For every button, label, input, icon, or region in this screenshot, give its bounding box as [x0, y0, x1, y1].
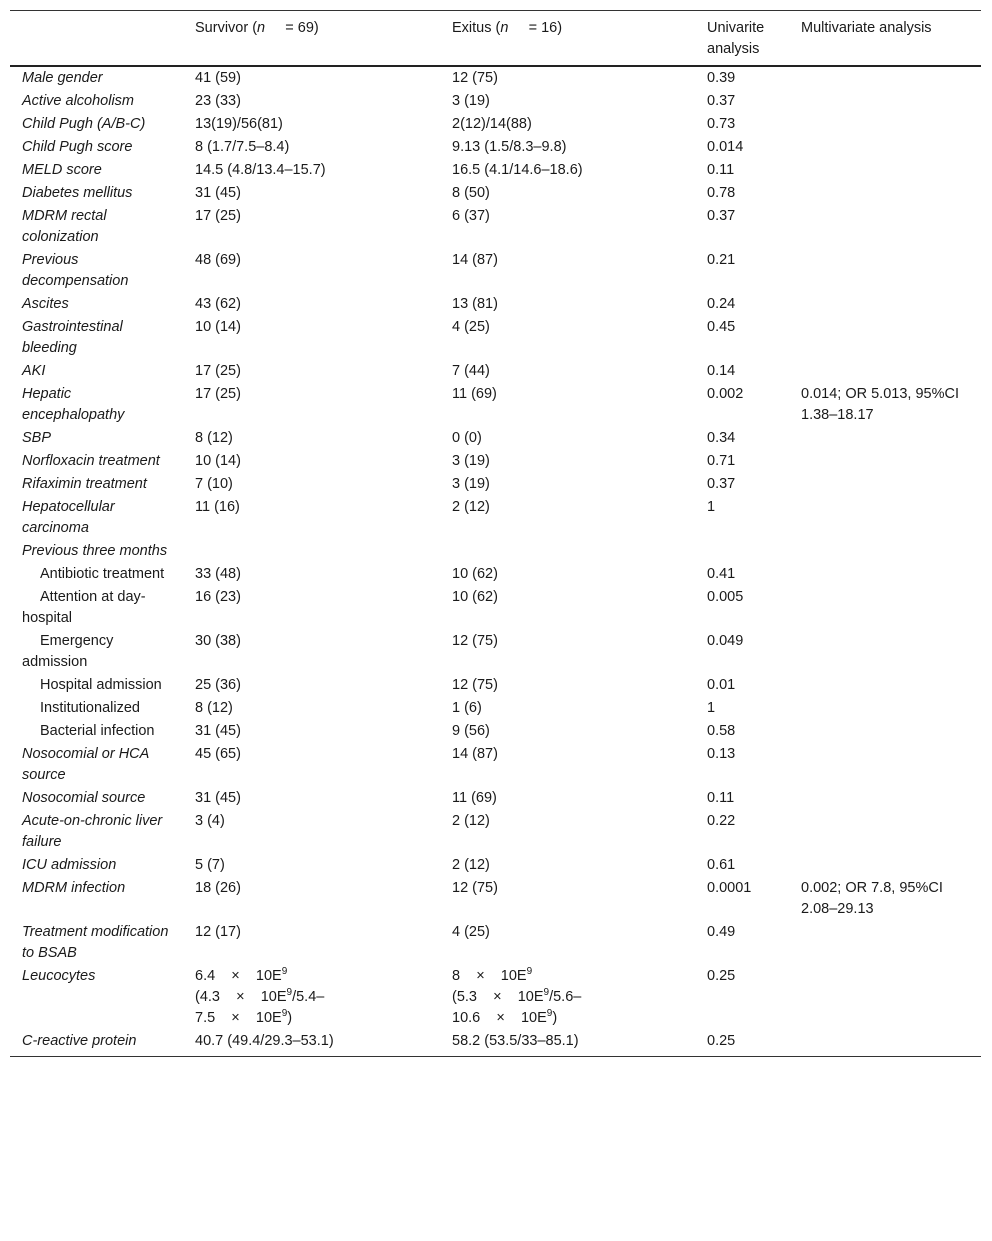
cell-multivariate — [789, 697, 981, 720]
row-label — [10, 316, 183, 360]
row-label — [10, 743, 183, 787]
cell-univariate: 0.39 — [707, 70, 736, 86]
row-label-text: Hospital admission — [40, 677, 162, 693]
cell-survivor: 45 (65) — [195, 746, 241, 762]
table-row — [10, 854, 981, 877]
row-label — [10, 159, 183, 182]
cell-exitus: 10 (62) — [452, 566, 498, 582]
cell-exitus: 12 (75) — [452, 70, 498, 86]
row-label-text: Child Pugh (A/B-C) — [22, 116, 146, 132]
header-survivor-count: = 69) — [285, 20, 319, 36]
cell-survivor: 10 (14) — [195, 453, 241, 469]
cell-exitus: 12 (75) — [452, 677, 498, 693]
table-row — [10, 473, 981, 496]
cell-survivor: 31 (45) — [195, 790, 241, 806]
cell-multivariate — [789, 473, 981, 496]
cell-univariate: 0.14 — [707, 363, 736, 379]
cell-multivariate — [789, 674, 981, 697]
cell-univariate: 0.005 — [707, 589, 744, 605]
cell-exitus: 14 (87) — [452, 252, 498, 268]
cell-univariate: 0.41 — [707, 566, 736, 582]
cell-exitus: 11 (69) — [452, 386, 497, 402]
cell-multivariate — [789, 90, 981, 113]
table-row — [10, 316, 981, 360]
row-label-text: Institutionalized — [40, 700, 140, 716]
cell-multivariate — [789, 1030, 981, 1057]
cell-exitus: 1 (6) — [452, 700, 482, 716]
table-row-leucocytes — [10, 965, 981, 1030]
section-row — [10, 540, 981, 563]
row-label — [10, 720, 183, 743]
table-body — [10, 66, 981, 1057]
row-label-text: MELD score — [22, 162, 102, 178]
cell-survivor: 31 (45) — [195, 723, 241, 739]
cell-univariate: 0.58 — [707, 723, 736, 739]
cell-multivariate — [789, 427, 981, 450]
cell-exitus-leucocytes: 8 × $10E^9$ (5.3 × $10E^9/5.6-$ 10.6 × $10E^9$) — [452, 966, 582, 1026]
cell-survivor: 7 (10) — [195, 476, 233, 492]
cell-exitus: 2 (12) — [452, 499, 490, 515]
cell-survivor: 10 (14) — [195, 319, 241, 335]
cell-survivor: 25 (36) — [195, 677, 241, 693]
cell-univariate: 0.002 — [707, 386, 744, 402]
cell-multivariate — [789, 205, 981, 249]
table-row — [10, 720, 981, 743]
cell-survivor: 8 (12) — [195, 700, 233, 716]
header-multivariate: Multivariate analysis — [801, 20, 932, 36]
cell-univariate: 0.78 — [707, 185, 736, 201]
table-row — [10, 90, 981, 113]
cell-univariate: 0.73 — [707, 116, 736, 132]
cell-multivariate — [789, 66, 981, 90]
table-row — [10, 66, 981, 90]
cell-univariate: 0.0001 — [707, 880, 752, 896]
row-label-text: Antibiotic treatment — [40, 566, 165, 582]
cell-univariate: 1 — [707, 700, 716, 716]
row-label — [10, 383, 183, 427]
cell-univariate: 0.25 — [707, 1033, 736, 1049]
row-label-text: MDRM rectal colonization — [22, 208, 107, 245]
table-row — [10, 877, 981, 921]
row-label — [10, 360, 183, 383]
cell-survivor: 33 (48) — [195, 566, 241, 582]
header-survivor — [183, 11, 440, 67]
row-label — [10, 674, 183, 697]
cell-univariate: 0.71 — [707, 453, 736, 469]
cell-exitus: 10 (62) — [452, 589, 498, 605]
cell-exitus: 16.5 (4.1/14.6–18.6) — [452, 162, 583, 178]
table-row — [10, 249, 981, 293]
row-label-text: Treatment modification to BSAB — [22, 924, 169, 961]
row-label — [10, 427, 183, 450]
row-label — [10, 921, 183, 965]
cell-multivariate — [789, 810, 981, 854]
cell-multivariate — [789, 182, 981, 205]
cell-exitus: 2 (12) — [452, 857, 490, 873]
cell-multivariate — [789, 316, 981, 360]
cell-survivor: 18 (26) — [195, 880, 241, 896]
cell-multivariate — [789, 720, 981, 743]
row-label-text: Ascites — [22, 296, 69, 312]
cell-survivor: 30 (38) — [195, 633, 241, 649]
row-label-text: Acute-on-chronic liver failure — [22, 813, 163, 850]
row-label-text: Nosocomial or HCA source — [22, 746, 149, 783]
table-row — [10, 182, 981, 205]
cell-univariate: 0.25 — [707, 968, 736, 984]
cell-univariate: 1 — [707, 499, 716, 515]
cell-survivor: 16 (23) — [195, 589, 241, 605]
row-label-text: AKI — [22, 363, 46, 379]
row-label-text: Gastrointestinal bleeding — [22, 319, 123, 356]
row-label-text: Hepatocellular carcinoma — [22, 499, 115, 536]
row-label-text: Rifaximin treatment — [22, 476, 147, 492]
cell-univariate: 0.11 — [707, 162, 735, 178]
cell-multivariate — [789, 965, 981, 1030]
row-label — [10, 496, 183, 540]
cell-univariate: 0.01 — [707, 677, 736, 693]
row-label — [10, 182, 183, 205]
cell-survivor: 14.5 (4.8/13.4–15.7) — [195, 162, 326, 178]
cell-exitus: 6 (37) — [452, 208, 490, 224]
table-row — [10, 630, 981, 674]
row-label-text: Diabetes mellitus — [22, 185, 133, 201]
row-label — [10, 205, 183, 249]
cell-univariate: 0.37 — [707, 208, 736, 224]
row-label-text: ICU admission — [22, 857, 117, 873]
row-label — [10, 450, 183, 473]
row-label — [10, 586, 183, 630]
row-label — [10, 563, 183, 586]
cell-multivariate — [789, 159, 981, 182]
row-label — [10, 293, 183, 316]
table-row — [10, 159, 981, 182]
cell-univariate: 0.49 — [707, 924, 736, 940]
cell-multivariate — [789, 586, 981, 630]
table-row — [10, 810, 981, 854]
row-label: C-reactive protein — [22, 1033, 137, 1049]
cell-exitus: 14 (87) — [452, 746, 498, 762]
header-row — [10, 11, 981, 67]
cell-survivor: 31 (45) — [195, 185, 241, 201]
row-label-text: Bacterial infection — [40, 723, 155, 739]
table-row — [10, 921, 981, 965]
row-label-text: Active alcoholism — [22, 93, 135, 109]
cell-survivor: 40.7 (49.4/29.3–53.1) — [195, 1033, 334, 1049]
section-title: Previous three months — [22, 543, 168, 559]
row-label — [10, 787, 183, 810]
table-row — [10, 563, 981, 586]
cell-exitus: 3 (19) — [452, 453, 490, 469]
cell-survivor: 13(19)/56(81) — [195, 116, 283, 132]
header-exitus-count: = 16) — [528, 20, 563, 36]
table-row — [10, 427, 981, 450]
row-label-text: Previous decompensation — [22, 252, 129, 289]
cell-multivariate — [789, 630, 981, 674]
row-label — [10, 90, 183, 113]
table-row — [10, 136, 981, 159]
cell-multivariate — [789, 450, 981, 473]
cell-survivor: 48 (69) — [195, 252, 241, 268]
row-label-text: Nosocomial source — [22, 790, 146, 806]
cell-exitus: 2 (12) — [452, 813, 490, 829]
table-row — [10, 787, 981, 810]
row-label-text: Child Pugh score — [22, 139, 133, 155]
row-label-text: Male gender — [22, 70, 103, 86]
cell-survivor: 43 (62) — [195, 296, 241, 312]
table-row — [10, 586, 981, 630]
cell-univariate: 0.21 — [707, 252, 736, 268]
cell-multivariate — [789, 854, 981, 877]
cell-survivor: 41 (59) — [195, 70, 241, 86]
cell-survivor: 17 (25) — [195, 386, 241, 402]
header-survivor-n: n — [257, 20, 266, 36]
cell-multivariate — [789, 113, 981, 136]
cell-univariate: 0.22 — [707, 813, 736, 829]
cell-univariate: 0.61 — [707, 857, 736, 873]
row-label — [10, 630, 183, 674]
row-label-text: Hepatic encephalopathy — [22, 386, 125, 423]
cell-multivariate — [789, 496, 981, 540]
cell-exitus: 9.13 (1.5/8.3–9.8) — [452, 139, 567, 155]
header-exitus-prefix: Exitus ( — [452, 20, 501, 36]
cell-univariate: 0.13 — [707, 746, 736, 762]
row-label — [10, 810, 183, 854]
row-label-text: Emergency admission — [22, 633, 114, 670]
table-row — [10, 496, 981, 540]
row-label — [10, 473, 183, 496]
cell-multivariate — [789, 787, 981, 810]
cell-multivariate — [789, 293, 981, 316]
cell-survivor: 3 (4) — [195, 813, 225, 829]
cell-survivor: 17 (25) — [195, 363, 241, 379]
cell-multivariate: 0.002; OR 7.8, 95%CI 2.08–29.13 — [801, 880, 943, 917]
cell-multivariate — [789, 921, 981, 965]
table-row — [10, 697, 981, 720]
cell-multivariate: 0.014; OR 5.013, 95%CI 1.38–18.17 — [801, 386, 959, 423]
cell-exitus: 9 (56) — [452, 723, 490, 739]
row-label-text: MDRM infection — [22, 880, 126, 896]
row-label-text: Norfloxacin treatment — [22, 453, 160, 469]
cell-univariate: 0.24 — [707, 296, 736, 312]
row-label — [10, 66, 183, 90]
table-row — [10, 743, 981, 787]
cell-exitus: 0 (0) — [452, 430, 482, 446]
cell-exitus: 58.2 (53.5/33–85.1) — [452, 1033, 579, 1049]
row-label — [10, 249, 183, 293]
cell-exitus: 2(12)/14(88) — [452, 116, 532, 132]
cell-univariate: 0.37 — [707, 93, 736, 109]
cell-exitus: 12 (75) — [452, 633, 498, 649]
cell-survivor: 5 (7) — [195, 857, 225, 873]
cell-survivor: 8 (1.7/7.5–8.4) — [195, 139, 290, 155]
cell-multivariate — [789, 360, 981, 383]
header-univariate: Univarite analysis — [707, 20, 765, 57]
cell-univariate: 0.34 — [707, 430, 736, 446]
cell-univariate: 0.11 — [707, 790, 735, 806]
cell-exitus: 12 (75) — [452, 880, 498, 896]
row-label — [10, 854, 183, 877]
cell-survivor: 23 (33) — [195, 93, 241, 109]
cell-exitus: 8 (50) — [452, 185, 490, 201]
table-row — [10, 450, 981, 473]
cell-multivariate — [789, 563, 981, 586]
header-survivor-prefix: Survivor ( — [195, 20, 258, 36]
table-row — [10, 293, 981, 316]
table-row — [10, 113, 981, 136]
cell-exitus: 4 (25) — [452, 924, 490, 940]
data-table — [10, 10, 981, 1057]
row-label-text: Attention at day-hospital — [22, 589, 146, 626]
row-label — [10, 113, 183, 136]
cell-exitus: 3 (19) — [452, 476, 490, 492]
row-label — [10, 877, 183, 921]
cell-exitus: 13 (81) — [452, 296, 498, 312]
table-row — [10, 205, 981, 249]
table-row-crp — [10, 1030, 981, 1057]
cell-univariate: 0.45 — [707, 319, 736, 335]
table-row — [10, 383, 981, 427]
cell-exitus: 3 (19) — [452, 93, 490, 109]
cell-multivariate — [789, 743, 981, 787]
cell-exitus: 4 (25) — [452, 319, 490, 335]
cell-survivor-leucocytes: 6.4 × $10E^9$ (4.3 × $10E^9/5.4-$ 7.5 × $10E^9$) — [195, 966, 325, 1026]
header-exitus-n: n — [500, 20, 509, 36]
cell-survivor: 8 (12) — [195, 430, 233, 446]
cell-survivor: 12 (17) — [195, 924, 241, 940]
cell-exitus: 7 (44) — [452, 363, 490, 379]
header-label-blank — [10, 11, 183, 67]
cell-exitus: 11 (69) — [452, 790, 497, 806]
row-label — [10, 136, 183, 159]
table-row — [10, 674, 981, 697]
row-label-text: SBP — [22, 430, 52, 446]
cell-survivor: 11 (16) — [195, 499, 240, 515]
cell-multivariate — [789, 249, 981, 293]
cell-univariate: 0.049 — [707, 633, 744, 649]
row-label — [10, 697, 183, 720]
header-exitus — [440, 11, 695, 67]
table-row — [10, 360, 981, 383]
cell-univariate: 0.014 — [707, 139, 744, 155]
row-label: Leucocytes — [22, 968, 96, 984]
cell-survivor: 17 (25) — [195, 208, 241, 224]
cell-univariate: 0.37 — [707, 476, 736, 492]
cell-multivariate — [789, 136, 981, 159]
